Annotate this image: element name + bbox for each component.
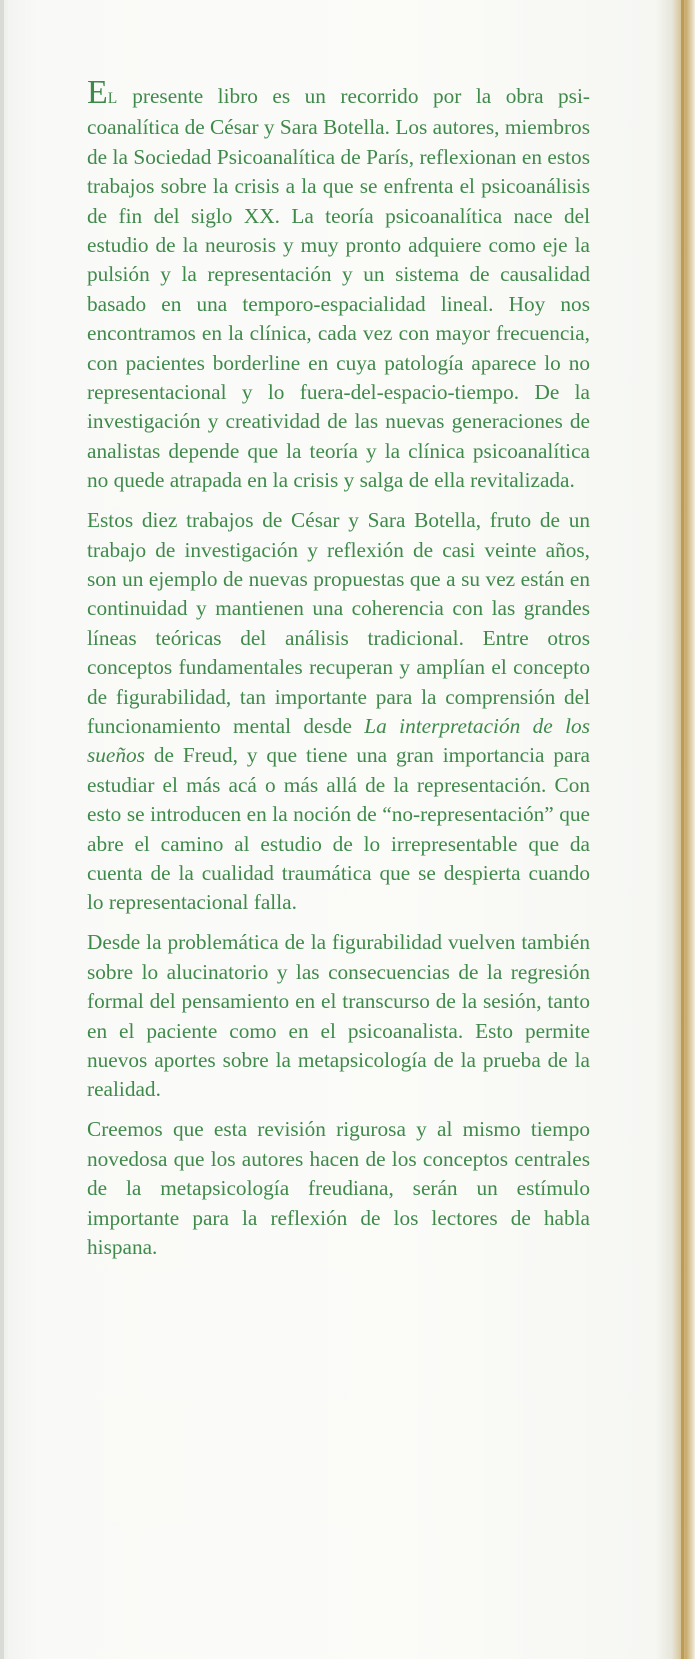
paragraph-2-text-after: de Freud, y que tiene una gran importancia para estudiar el más acá o más allá de la representación. Con esto se introducen en la noción de “no-representación” que abre el camino al estudio de lo irrepresentable que da cuenta de la cualidad traumática que se despierta cuando lo representacional falla. — [87, 743, 590, 915]
paragraph-3: Desde la problemática de la figurabilidad vuelven también sobre lo alucinatorio y las consecuencias de la regresión formal del pensamiento en el transcurso de la sesión, tanto en el paciente como en el psicoanalista. Esto permite nuevos aportes sobre la metapsicología de la prueba de la realidad. — [87, 930, 590, 1102]
paragraph-1-text: presente libro es un recorrido por la obra psicoanalítica de César y Sara Botella. Los autores, miembros de la Sociedad Psicoanalítica de París, reflexionan en estos trabajos sobre la crisis a la que se enfrenta el psicoanálisis de fin del siglo XX. La teoría psicoanalítica nace del estudio de la neurosis y muy pronto adquiere como eje la pulsión y la representación y un sistema de causalidad basado en una temporo-espacialidad lineal. Hoy nos encontramos en la clínica, cada vez con mayor frecuencia, con pacientes borderline en cuya patología aparece lo no representacional y lo fuera-del-espacio-tiempo. De la investigación y creatividad de las nuevas generaciones de analistas depende que la teoría y la clínica psicoanalítica no quede atrapada en la crisis y salga de ella revitalizada. — [87, 84, 590, 493]
paragraph-2 — [87, 506, 590, 918]
initial-letter: E — [87, 74, 108, 111]
initial-smallcap: L — [107, 90, 118, 107]
page-left-edge — [0, 0, 4, 1659]
paragraph-4: Creemos que esta revisión rigurosa y al mismo tiempo novedosa que los autores hacen de los conceptos centrales de la metapsicología freudiana, serán un estímulo importante para la reflexión de los lectores de habla hispana. — [87, 1117, 590, 1259]
spine-fold-line — [681, 0, 684, 1659]
blurb-text — [87, 74, 590, 1273]
paragraph-1 — [87, 74, 590, 496]
paragraph-2-text-before: Estos diez trabajos de César y Sara Botella, fruto de un trabajo de investigación y reflexión de casi veinte años, son un ejemplo de nuevas propuestas que a su vez están en continuidad y mantienen una coherencia con las grandes líneas teóricas del análisis tradicional. Entre otros conceptos fundamentales recuperan y amplían el concepto de figurabilidad, tan importante para la comprensión del funcionamiento mental desde — [87, 508, 590, 739]
book-title-italic: La interpretación de los sueños — [87, 714, 590, 768]
